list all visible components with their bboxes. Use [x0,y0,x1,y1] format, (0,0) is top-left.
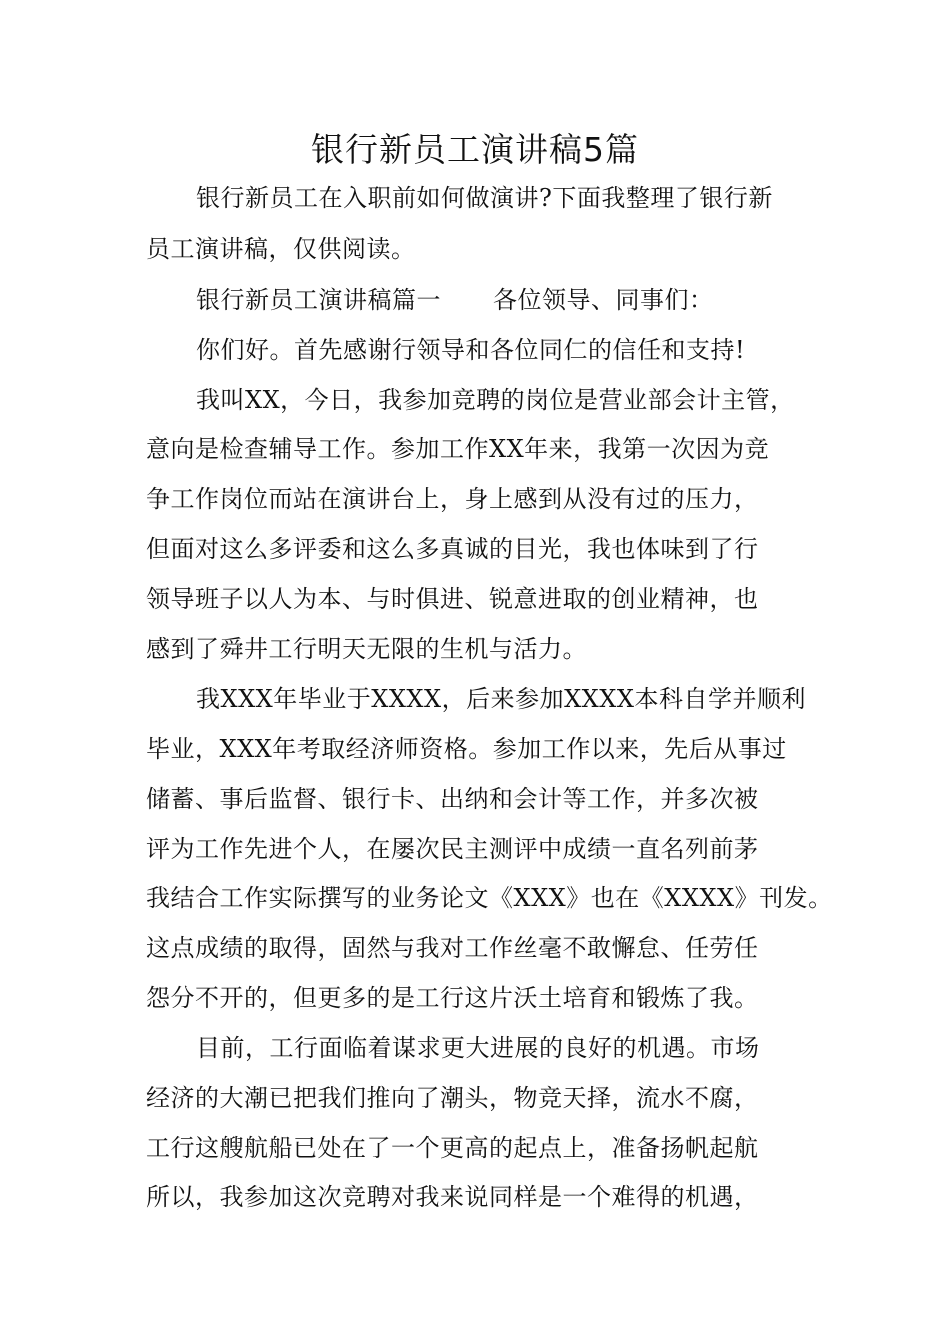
paragraph-line: 员工演讲稿，仅供阅读。 [146,235,416,263]
paragraph-line: 我XXX年毕业于XXXX，后来参加XXXX本科自学并顺利 [196,685,806,713]
salutation: 各位领导、同事们： [493,286,714,314]
paragraph-line [196,282,886,318]
document-title: 银行新员工演讲稿5篇 [311,130,639,169]
paragraph-line: 意向是检查辅导工作。参加工作XX年来，我第一次因为竞 [146,435,770,463]
paragraph-line: 工行这艘航船已处在了一个更高的起点上，准备扬帆起航 [146,1134,759,1162]
paragraph-line: 我叫XX，今日，我参加竞聘的岗位是营业部会计主管， [196,386,795,414]
paragraph-line: 评为工作先进个人，在屡次民主测评中成绩一直名列前茅 [146,835,759,863]
paragraph-line: 争工作岗位而站在演讲台上，身上感到从没有过的压力， [146,485,759,513]
paragraph-line: 我结合工作实际撰写的业务论文《XXX》也在《XXXX》刊发。 [146,884,833,912]
paragraph-line: 你们好。首先感谢行领导和各位同仁的信任和支持! [196,336,746,364]
paragraph-line: 毕业，XXX年考取经济师资格。参加工作以来，先后从事过 [146,735,787,763]
paragraph-line: 怨分不开的，但更多的是工行这片沃土培育和锻炼了我。 [146,984,759,1012]
section-heading: 银行新员工演讲稿篇一 [196,286,441,314]
paragraph-line: 经济的大潮已把我们推向了潮头，物竞天择，流水不腐， [146,1084,759,1112]
paragraph-line: 所以，我参加这次竞聘对我来说同样是一个难得的机遇， [146,1183,759,1211]
paragraph-line: 但面对这么多评委和这么多真诚的目光，我也体味到了行 [146,535,759,563]
paragraph-line: 这点成绩的取得，固然与我对工作丝毫不敢懈怠、任劳任 [146,934,759,962]
paragraph-line: 目前，工行面临着谋求更大进展的良好的机遇。市场 [196,1034,760,1062]
paragraph-line: 感到了舜井工行明天无限的生机与活力。 [146,635,587,663]
paragraph-line: 领导班子以人为本、与时俱进、锐意进取的创业精神，也 [146,585,759,613]
paragraph-line: 银行新员工在入职前如何做演讲?下面我整理了银行新 [196,184,773,212]
paragraph-line: 储蓄、事后监督、银行卡、出纳和会计等工作，并多次被 [146,785,759,813]
